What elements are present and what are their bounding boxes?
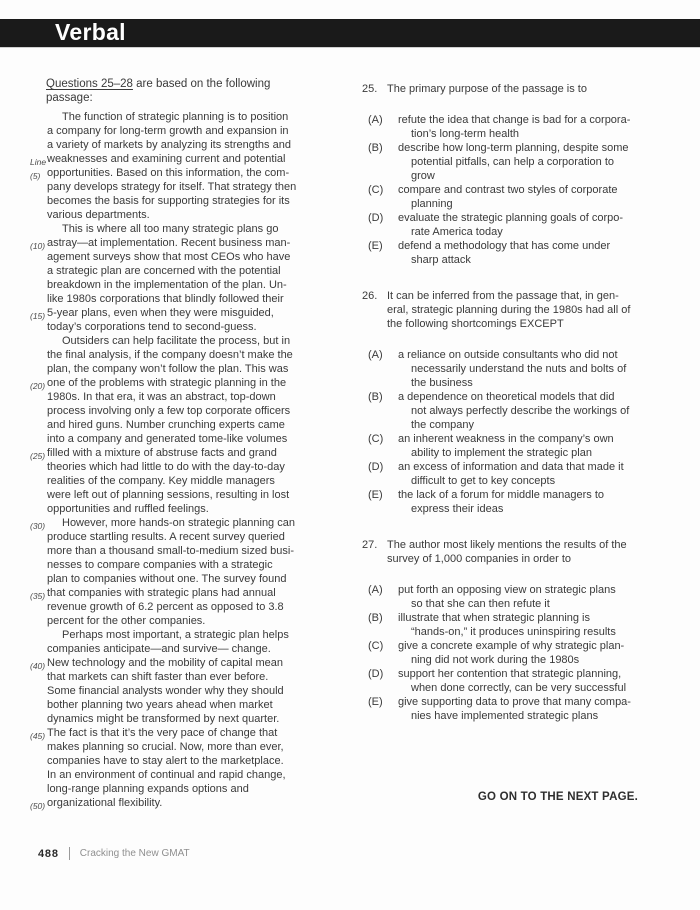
passage-line-text: percent for the other companies. — [47, 615, 206, 627]
line-number — [30, 404, 47, 418]
answer-choice-E — [362, 695, 674, 723]
line-number — [30, 124, 47, 138]
passage-line — [30, 124, 296, 138]
passage-line-text: The function of strategic planning is to position — [62, 111, 289, 123]
passage-line-text: plan to companies without one. The survey found — [47, 573, 287, 585]
passage-line-text: makes planning so crucial. Now, more than ever, — [47, 741, 284, 753]
line-number — [30, 628, 47, 642]
passage-line-text: agement surveys show that most CEOs who have — [47, 251, 291, 263]
passage-line — [30, 698, 296, 712]
choice-text — [398, 695, 631, 723]
passage-line-text: organizational flexibility. — [47, 797, 163, 809]
line-number — [30, 432, 47, 446]
stem-line: The primary purpose of the passage is to — [387, 83, 587, 95]
question-stem — [362, 538, 674, 566]
page-number: 488 — [38, 847, 59, 860]
choice-line: not always perfectly describe the workings of — [411, 405, 630, 417]
passage-line — [30, 516, 296, 530]
intro-line-1 — [46, 77, 346, 91]
passage-line — [30, 768, 296, 782]
choice-letter: (B) — [368, 391, 383, 403]
line-number: (15) — [30, 310, 46, 321]
intro-line-2: passage: — [46, 92, 93, 104]
passage-line-text: opportunities. Based on this information, the com- — [47, 167, 290, 179]
stem-line: eral, strategic planning during the 1980s had all of — [387, 304, 631, 316]
choice-line: illustrate that when strategic planning is — [398, 612, 590, 624]
choice-line: a dependence on theoretical models that did — [398, 391, 615, 403]
passage-line-text: filled with a mixture of abstruse facts and grand — [47, 447, 277, 459]
passage-line — [30, 222, 296, 236]
line-number — [30, 138, 47, 152]
passage-line-text: Some financial analysts wonder why they should — [47, 685, 284, 697]
passage-line — [30, 376, 296, 390]
line-number — [30, 292, 47, 306]
passage-line — [30, 166, 296, 180]
passage-line-text: long-range planning expands options and — [47, 783, 249, 795]
choice-line: necessarily understand the nuts and bolts of — [411, 363, 627, 375]
passage-line — [30, 362, 296, 376]
answer-choice-A — [362, 113, 674, 141]
passage-line — [30, 138, 296, 152]
question-27 — [362, 538, 674, 723]
line-number: (50) — [30, 800, 46, 811]
line-number — [30, 222, 47, 236]
line-number: Line — [30, 156, 47, 167]
passage-line-text: The fact is that it’s the very pace of change that — [47, 727, 278, 739]
choice-letter: (E) — [368, 489, 383, 501]
passage-line — [30, 656, 296, 670]
passage-line — [30, 152, 296, 166]
choice-letter: (B) — [368, 142, 383, 154]
choice-letter: (A) — [368, 349, 383, 361]
choice-line: grow — [411, 170, 435, 182]
choice-line: the company — [411, 419, 474, 431]
passage-line — [30, 782, 296, 796]
intro-question-range: Questions 25–28 — [46, 78, 133, 90]
choice-line: planning — [411, 198, 453, 210]
passage-line-text: one of the problems with strategic planning in the — [47, 377, 287, 389]
choice-letter: (B) — [368, 612, 383, 624]
passage-line — [30, 334, 296, 348]
stem-line: It can be inferred from the passage that, in gen- — [387, 290, 619, 302]
choice-line: defend a methodology that has come under — [398, 240, 611, 252]
line-number — [30, 642, 47, 656]
choice-letter: (A) — [368, 584, 383, 596]
passage-line — [30, 418, 296, 432]
line-number — [30, 740, 47, 754]
line-number — [30, 208, 47, 222]
passage-line — [30, 642, 296, 656]
choice-text — [398, 488, 604, 516]
question-stem — [362, 82, 674, 96]
passage-line — [30, 726, 296, 740]
choice-line: “hands-on,” it produces uninspiring results — [411, 626, 616, 638]
choice-line: nies have implemented strategic plans — [411, 710, 599, 722]
passage-line-text: 5-year plans, even when they were misguided, — [47, 307, 274, 319]
answer-choice-B — [362, 141, 674, 183]
passage-line — [30, 208, 296, 222]
line-number — [30, 334, 47, 348]
line-number — [30, 418, 47, 432]
answer-choice-C — [362, 432, 674, 460]
passage-line-text: that markets can shift faster than ever before. — [47, 671, 269, 683]
line-number — [30, 250, 47, 264]
passage-line — [30, 572, 296, 586]
passage-line-text: various departments. — [47, 209, 150, 221]
passage-line — [30, 306, 296, 320]
line-number — [30, 572, 47, 586]
passage-line — [30, 474, 296, 488]
line-number — [30, 264, 47, 278]
choice-line: an inherent weakness in the company’s own — [398, 433, 614, 445]
passage-line-text: pany develops strategy for itself. That strategy then — [47, 181, 297, 193]
passage-line-text: and hired guns. Number crunching experts came — [47, 419, 285, 431]
passage-line — [30, 796, 296, 810]
line-number — [30, 670, 47, 684]
passage-line — [30, 488, 296, 502]
choice-line: the business — [411, 377, 473, 389]
passage-line — [30, 390, 296, 404]
passage-line — [30, 292, 296, 306]
passage-line — [30, 180, 296, 194]
choice-text — [398, 348, 626, 390]
passage-line-text: a company for long-term growth and expansion in — [47, 125, 289, 137]
line-number — [30, 348, 47, 362]
choice-line: ning did not work during the 1980s — [411, 654, 580, 666]
line-number — [30, 544, 47, 558]
section-header-bar — [0, 19, 700, 48]
answer-choice-E — [362, 239, 674, 267]
answer-choice-B — [362, 390, 674, 432]
passage-line — [30, 586, 296, 600]
line-number — [30, 530, 47, 544]
passage-line — [30, 320, 296, 334]
intro-line-1-rest: are based on the following — [132, 78, 271, 90]
choice-line: put forth an opposing view on strategic plans — [398, 584, 616, 596]
passage-line-text: weaknesses and examining current and potential — [47, 153, 286, 165]
passage-line-text: a variety of markets by analyzing its strengths and — [47, 139, 291, 151]
passage-line-text: companies have to stay alert to the marketplace. — [47, 755, 284, 767]
choice-text — [398, 639, 624, 667]
question-25 — [362, 82, 674, 267]
passage-line-text: that companies with strategic plans had annual — [47, 587, 276, 599]
passage-line — [30, 236, 296, 250]
choice-line: support her contention that strategic planning, — [398, 668, 622, 680]
answer-choice-A — [362, 348, 674, 390]
line-number — [30, 712, 47, 726]
line-number — [30, 754, 47, 768]
line-number — [30, 460, 47, 474]
passage-line — [30, 628, 296, 642]
choice-letter: (C) — [368, 433, 384, 445]
passage-line-text: process involving only a few top corporate officers — [47, 405, 291, 417]
stem-line: the following shortcomings EXCEPT — [387, 318, 564, 330]
choice-line: potential pitfalls, can help a corporation to — [411, 156, 615, 168]
line-number — [30, 390, 47, 404]
line-number — [30, 782, 47, 796]
line-number — [30, 110, 47, 124]
passage-line-text: opportunities and ruffled feelings. — [47, 503, 209, 515]
passage-line — [30, 432, 296, 446]
choice-line: the lack of a forum for middle managers to — [398, 489, 605, 501]
choice-line: difficult to get to key concepts — [411, 475, 556, 487]
line-number: (45) — [30, 730, 46, 741]
passage-line — [30, 348, 296, 362]
question-number: 25. — [362, 83, 378, 95]
choice-line: give a concrete example of why strategic plan- — [398, 640, 625, 652]
line-number: (20) — [30, 380, 46, 391]
choice-line: evaluate the strategic planning goals of corpo- — [398, 212, 624, 224]
passage-line — [30, 684, 296, 698]
section-title: Verbal — [55, 19, 126, 45]
passage-line-text: companies anticipate—and survive— change. — [47, 643, 271, 655]
passage-line — [30, 110, 296, 124]
passage-line-text: into a company and generated tome-like volumes — [47, 433, 288, 445]
passage — [30, 110, 296, 810]
line-number — [30, 180, 47, 194]
choice-text — [398, 183, 618, 211]
line-number — [30, 558, 47, 572]
line-number — [30, 698, 47, 712]
choice-text — [398, 141, 629, 183]
passage-line — [30, 460, 296, 474]
passage-line-text: Perhaps most important, a strategic plan helps — [62, 629, 289, 641]
passage-line — [30, 250, 296, 264]
choice-line: a reliance on outside consultants who did not — [398, 349, 618, 361]
question-stem-text — [387, 538, 627, 566]
passage-line — [30, 712, 296, 726]
question-number: 27. — [362, 539, 378, 551]
passage-line-text: produce startling results. A recent survey queried — [47, 531, 285, 543]
passage-line — [30, 502, 296, 516]
choice-text — [398, 211, 623, 239]
line-number: (25) — [30, 450, 46, 461]
choice-line: compare and contrast two styles of corporate — [398, 184, 618, 196]
line-number — [30, 474, 47, 488]
book-title: Cracking the New GMAT — [79, 848, 190, 859]
question-number: 26. — [362, 290, 378, 302]
choice-text — [398, 113, 630, 141]
passage-line-text: breakdown in the implementation of the plan. Un- — [47, 279, 287, 291]
choice-letter: (E) — [368, 240, 383, 252]
passage-line-text: realities of the company. Key middle managers — [47, 475, 275, 487]
stem-line: The author most likely mentions the results of the — [387, 539, 627, 551]
line-number: (10) — [30, 240, 46, 251]
line-number: (35) — [30, 590, 46, 601]
line-number — [30, 502, 47, 516]
line-number — [30, 600, 47, 614]
passage-line-text: New technology and the mobility of capital mean — [47, 657, 284, 669]
choice-line: ability to implement the strategic plan — [411, 447, 592, 459]
choice-text — [398, 460, 624, 488]
choice-line: refute the idea that change is bad for a corpora- — [398, 114, 631, 126]
line-number: (5) — [30, 170, 41, 181]
passage-line — [30, 600, 296, 614]
footer-separator — [69, 847, 70, 860]
line-number — [30, 684, 47, 698]
passage-line — [30, 194, 296, 208]
passage-line — [30, 670, 296, 684]
choice-line: describe how long-term planning, despite some — [398, 142, 629, 154]
passage-line — [30, 530, 296, 544]
passage-line-text: more than a thousand small-to-medium sized busi- — [47, 545, 295, 557]
answer-choice-D — [362, 460, 674, 488]
passage-line-text: 1980s. In that era, it was an abstract, top-down — [47, 391, 276, 403]
passage-intro — [46, 77, 346, 105]
answer-choice-B — [362, 611, 674, 639]
choice-line: sharp attack — [411, 254, 471, 266]
line-number — [30, 362, 47, 376]
questions-column — [362, 82, 674, 745]
choice-letter: (D) — [368, 212, 384, 224]
passage-line-text: a strategic plan are concerned with the potential — [47, 265, 281, 277]
passage-line — [30, 404, 296, 418]
line-number — [30, 278, 47, 292]
passage-line-text: In an environment of continual and rapid change, — [47, 769, 286, 781]
choice-line: rate America today — [411, 226, 503, 238]
passage-line-text: This is where all too many strategic plans go — [62, 223, 279, 235]
choice-text — [398, 667, 626, 695]
passage-line-text: were left out of planning sessions, resulting in lost — [47, 489, 290, 501]
question-stem-text — [387, 82, 587, 96]
line-number — [30, 614, 47, 628]
passage-line — [30, 614, 296, 628]
passage-line-text: like 1980s corporations that blindly followed their — [47, 293, 284, 305]
line-number — [30, 194, 47, 208]
passage-line-text: theories which had little to do with the day-to-day — [47, 461, 285, 473]
question-stem — [362, 289, 674, 331]
passage-line — [30, 754, 296, 768]
passage-line — [30, 264, 296, 278]
passage-line-text: dynamics might be transformed by next quarter. — [47, 713, 280, 725]
passage-line — [30, 558, 296, 572]
choice-letter: (C) — [368, 640, 384, 652]
passage-line — [30, 278, 296, 292]
choice-text — [398, 390, 629, 432]
choice-line: so that she can then refute it — [411, 598, 550, 610]
passage-line — [30, 740, 296, 754]
answer-choice-C — [362, 183, 674, 211]
question-stem-text — [387, 289, 630, 331]
question-26 — [362, 289, 674, 516]
choice-text — [398, 611, 616, 639]
passage-line-text: However, more hands-on strategic planning can — [62, 517, 295, 529]
line-number — [30, 768, 47, 782]
choice-letter: (A) — [368, 114, 383, 126]
choice-line: when done correctly, can be very successful — [411, 682, 627, 694]
choice-text — [398, 239, 610, 267]
choice-line: tion’s long-term health — [411, 128, 520, 140]
stem-line: survey of 1,000 companies in order to — [387, 553, 572, 565]
passage-line — [30, 446, 296, 460]
go-on-instruction: GO ON TO THE NEXT PAGE. — [477, 791, 638, 803]
passage-line-text: bother planning two years ahead when market — [47, 699, 273, 711]
line-number — [30, 320, 47, 334]
line-number — [30, 488, 47, 502]
line-number: (40) — [30, 660, 46, 671]
answer-choice-D — [362, 667, 674, 695]
choice-text — [398, 432, 614, 460]
answer-choice-C — [362, 639, 674, 667]
choice-line: an excess of information and data that made it — [398, 461, 624, 473]
passage-line-text: astray—at implementation. Recent business man- — [47, 237, 291, 249]
passage-line-text: nesses to compare companies with a strategic — [47, 559, 273, 571]
choice-letter: (D) — [368, 461, 384, 473]
passage-line-text: revenue growth of 6.2 percent as opposed to 3.8 — [47, 601, 284, 613]
passage-line — [30, 544, 296, 558]
passage-line-text: becomes the basis for supporting strategies for its — [47, 195, 290, 207]
choice-line: express their ideas — [411, 503, 504, 515]
answer-choice-A — [362, 583, 674, 611]
choice-line: give supporting data to prove that many compa- — [398, 696, 631, 708]
passage-line-text: plan, the company won’t follow the plan. This was — [47, 363, 289, 375]
choice-letter: (C) — [368, 184, 384, 196]
answer-choice-D — [362, 211, 674, 239]
answer-choice-E — [362, 488, 674, 516]
choice-text — [398, 583, 616, 611]
choice-letter: (E) — [368, 696, 383, 708]
line-number: (30) — [30, 520, 46, 531]
passage-line-text: today’s corporations tend to second-guess. — [47, 321, 257, 333]
choice-letter: (D) — [368, 668, 384, 680]
page-footer — [38, 847, 190, 860]
passage-line-text: the final analysis, if the company doesn’t make the — [47, 349, 293, 361]
passage-line-text: Outsiders can help facilitate the process, but in — [62, 335, 291, 347]
